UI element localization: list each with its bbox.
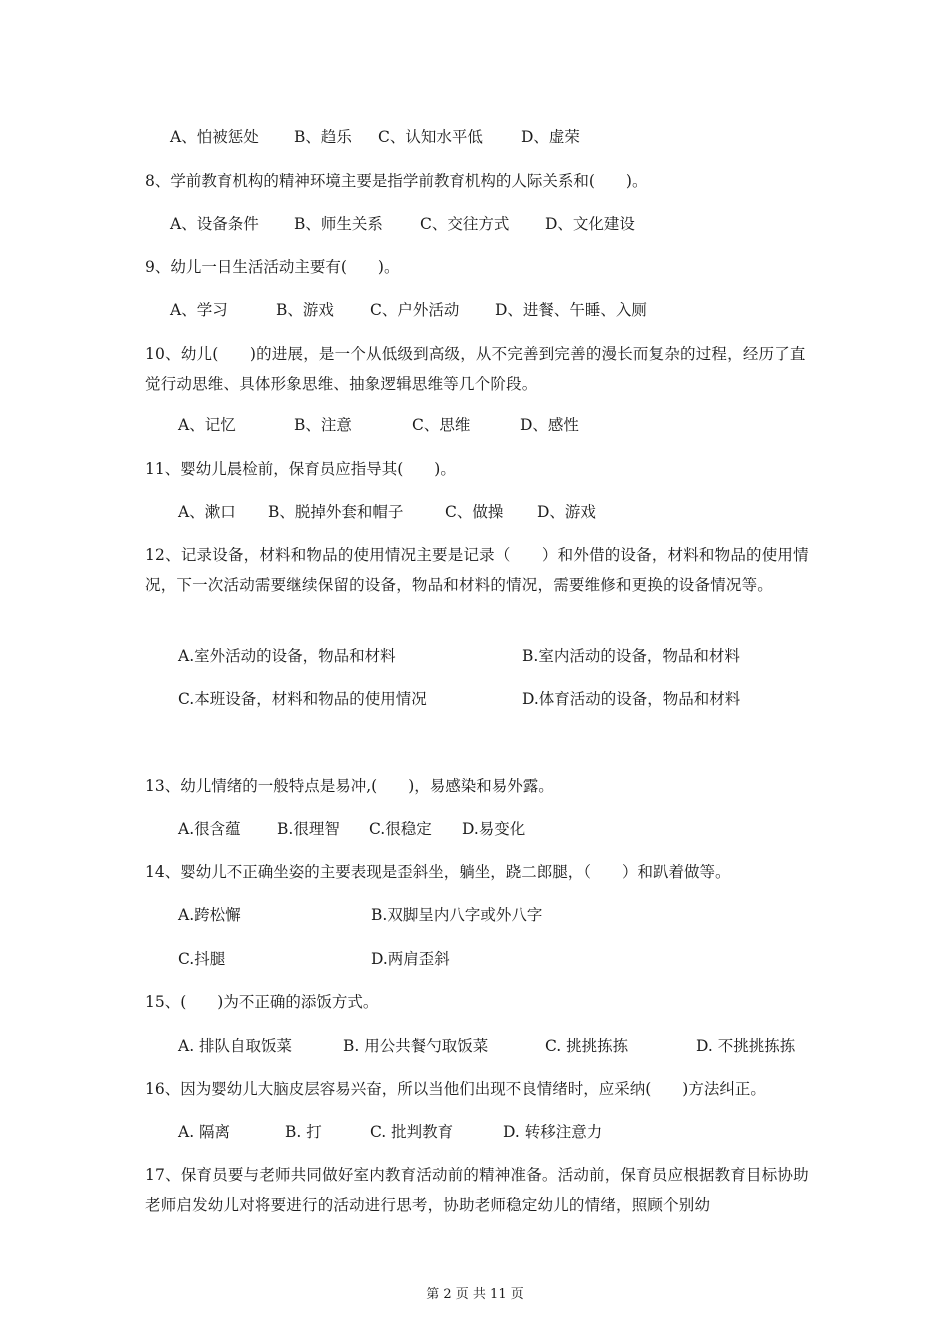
- q11-option-b: B、脱掉外套和帽子: [268, 503, 404, 521]
- q10-option-a: A、记忆: [178, 416, 236, 434]
- q10-option-c: C、思维: [412, 416, 471, 434]
- question-8-stem: 8、学前教育机构的精神环境主要是指学前教育机构的人际关系和( )。: [145, 172, 648, 190]
- q12-option-d: D.体育活动的设备，物品和材料: [522, 690, 741, 708]
- q7-option-d: D、虚荣: [521, 128, 580, 146]
- question-11-stem: 11、婴幼儿晨检前，保育员应指导其( )。: [145, 460, 456, 478]
- q12-option-a: A.室外活动的设备，物品和材料: [178, 647, 396, 665]
- question-10-stem: 10、幼儿( )的进展，是一个从低级到高级，从不完善到完善的漫长而复杂的过程，经历了直觉行动思维、具体形象思维、抽象逻辑思维等几个阶段。: [145, 345, 806, 393]
- q16-option-a: A. 隔离: [178, 1123, 231, 1141]
- q16-option-d: D. 转移注意力: [503, 1123, 603, 1141]
- q8-option-a: A、设备条件: [170, 215, 259, 233]
- q9-option-c: C、户外活动: [370, 301, 460, 319]
- q13-option-a: A.很含蕴: [178, 820, 241, 838]
- q13-option-d: D.易变化: [462, 820, 526, 838]
- q11-option-d: D、游戏: [537, 503, 596, 521]
- q13-option-b: B.很理智: [277, 820, 340, 838]
- q10-option-b: B、注意: [294, 416, 352, 434]
- q8-option-c: C、交往方式: [420, 215, 510, 233]
- q14-option-d: D.两肩歪斜: [371, 950, 450, 968]
- question-15-stem: 15、( )为不正确的添饭方式。: [145, 993, 379, 1011]
- q16-option-c: C. 批判教育: [370, 1123, 454, 1141]
- question-14-stem: 14、婴幼儿不正确坐姿的主要表现是歪斜坐，躺坐，跷二郎腿，（ ）和趴着做等。: [145, 863, 731, 881]
- q7-option-b: B、趋乐: [294, 128, 352, 146]
- q14-option-a: A.跨松懈: [178, 906, 241, 924]
- q8-option-d: D、文化建设: [545, 215, 635, 233]
- q13-option-c: C.很稳定: [369, 820, 432, 838]
- q14-option-b: B.双脚呈内八字或外八字: [371, 906, 543, 924]
- question-16-stem: 16、因为婴幼儿大脑皮层容易兴奋，所以当他们出现不良情绪时，应采纳( )方法纠正。: [145, 1080, 766, 1098]
- q12-option-b: B.室内活动的设备，物品和材料: [522, 647, 740, 665]
- question-9-stem: 9、幼儿一日生活活动主要有( )。: [145, 258, 400, 276]
- q11-option-c: C、做操: [445, 503, 504, 521]
- q9-option-a: A、学习: [170, 301, 228, 319]
- q7-option-a: A、怕被惩处: [170, 128, 259, 146]
- page-number-footer: 第 2 页 共 11 页: [426, 1287, 524, 1302]
- q8-option-b: B、师生关系: [294, 215, 383, 233]
- question-17-stem: 17、保育员要与老师共同做好室内教育活动前的精神准备。活动前，保育员应根据教育目标协助老师启发幼儿对将要进行的活动进行思考，协助老师稳定幼儿的情绪，照顾个别幼: [145, 1166, 809, 1214]
- q10-option-d: D、感性: [520, 416, 579, 434]
- q15-option-d: D. 不挑挑拣拣: [696, 1037, 796, 1055]
- q9-option-d: D、进餐、午睡、入厕: [495, 301, 647, 319]
- q9-option-b: B、游戏: [276, 301, 334, 319]
- q7-option-c: C、认知水平低: [378, 128, 483, 146]
- question-12-stem: 12、记录设备，材料和物品的使用情况主要是记录（ ）和外借的设备，材料和物品的使用情况，下一次活动需要继续保留的设备，物品和材料的情况，需要维修和更换的设备情况等。: [145, 546, 809, 594]
- q15-option-b: B. 用公共餐勺取饭菜: [343, 1037, 489, 1055]
- q15-option-a: A. 排队自取饭菜: [178, 1037, 293, 1055]
- q14-option-c: C.抖腿: [178, 950, 226, 968]
- q15-option-c: C. 挑挑拣拣: [545, 1037, 629, 1055]
- q12-option-c: C.本班设备，材料和物品的使用情况: [178, 690, 427, 708]
- question-13-stem: 13、幼儿情绪的一般特点是易冲,( )，易感染和易外露。: [145, 777, 554, 795]
- q11-option-a: A、漱口: [178, 503, 236, 521]
- q16-option-b: B. 打: [285, 1123, 322, 1141]
